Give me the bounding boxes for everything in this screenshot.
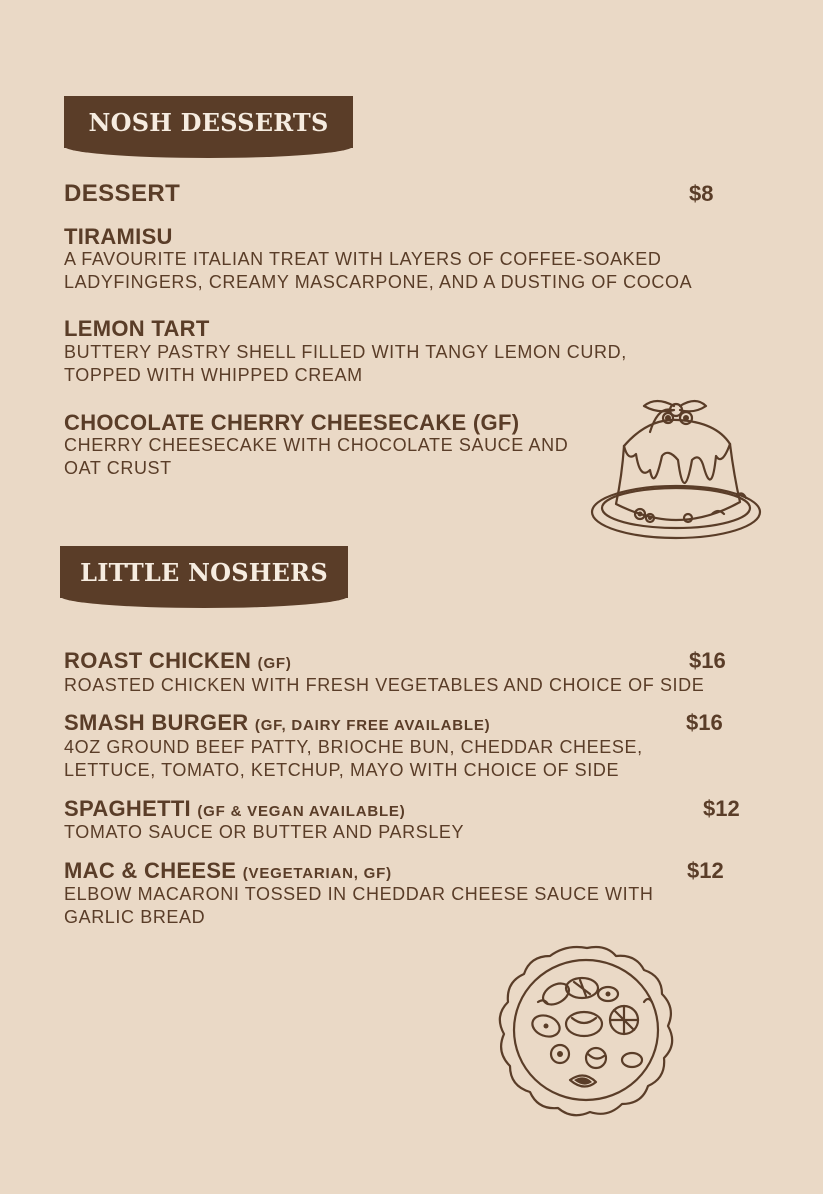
menu-item-price: $16 [686, 710, 723, 735]
menu-item-description: TOMATO SAUCE OR BUTTER AND PARSLEY [64, 822, 465, 842]
menu-item-name: CHOCOLATE CHERRY CHEESECAKE (GF) [64, 410, 520, 435]
section-title: NOSH DESSERTS [88, 107, 329, 137]
item-dietary-note: (GF & VEGAN AVAILABLE) [197, 803, 406, 820]
menu-item-description: ROASTED CHICKEN WITH FRESH VEGETABLES AND CHOICE OF SIDE [64, 675, 705, 695]
menu-item-description: CHERRY CHEESECAKE WITH CHOCOLATE SAUCE AND [64, 435, 569, 455]
section-banner-desserts [64, 96, 353, 148]
item-dietary-note: (GF, DAIRY FREE AVAILABLE) [254, 717, 491, 734]
menu-item-description: ELBOW MACARONI TOSSED IN CHEDDAR CHEESE SAUCE WITH [64, 884, 654, 904]
item-name: ROAST CHICKEN [64, 648, 252, 673]
pizza-illustration-icon [494, 942, 680, 1122]
item-dietary-note: (GF) [257, 655, 292, 672]
menu-item-name: TIRAMISU [64, 224, 173, 249]
menu-item-name [64, 796, 406, 822]
menu-item-price: $12 [703, 796, 740, 821]
menu-item-description: 4OZ GROUND BEEF PATTY, BRIOCHE BUN, CHEDDAR CHEESE, [64, 737, 643, 757]
item-name: SMASH BURGER [64, 710, 249, 735]
menu-item-description: TOPPED WITH WHIPPED CREAM [64, 365, 363, 385]
menu-item-description: LETTUCE, TOMATO, KETCHUP, MAYO WITH CHOICE OF SIDE [64, 760, 620, 780]
item-name: MAC & CHEESE [64, 858, 237, 883]
category-price: $8 [689, 181, 714, 206]
menu-item-description: LADYFINGERS, CREAMY MASCARPONE, AND A DUSTING OF COCOA [64, 272, 693, 292]
menu-item-description: A FAVOURITE ITALIAN TREAT WITH LAYERS OF COFFEE-SOAKED [64, 249, 662, 269]
menu-item-name: LEMON TART [64, 316, 210, 341]
menu-item-description: BUTTERY PASTRY SHELL FILLED WITH TANGY LEMON CURD, [64, 342, 627, 362]
item-dietary-note: (VEGETARIAN, GF) [242, 865, 392, 882]
menu-item-name [64, 710, 490, 736]
menu-item-description: OAT CRUST [64, 458, 172, 478]
menu-item-price: $16 [689, 648, 726, 673]
menu-item-description: GARLIC BREAD [64, 907, 206, 927]
menu-item-name [64, 858, 392, 884]
category-title: DESSERT [64, 180, 181, 207]
menu-item-price: $12 [687, 858, 724, 883]
item-name: SPAGHETTI [64, 796, 191, 821]
section-banner-noshers [60, 546, 348, 598]
section-title: LITTLE NOSHERS [80, 557, 328, 587]
cheesecake-illustration-icon [588, 396, 768, 546]
menu-item-name [64, 648, 292, 674]
